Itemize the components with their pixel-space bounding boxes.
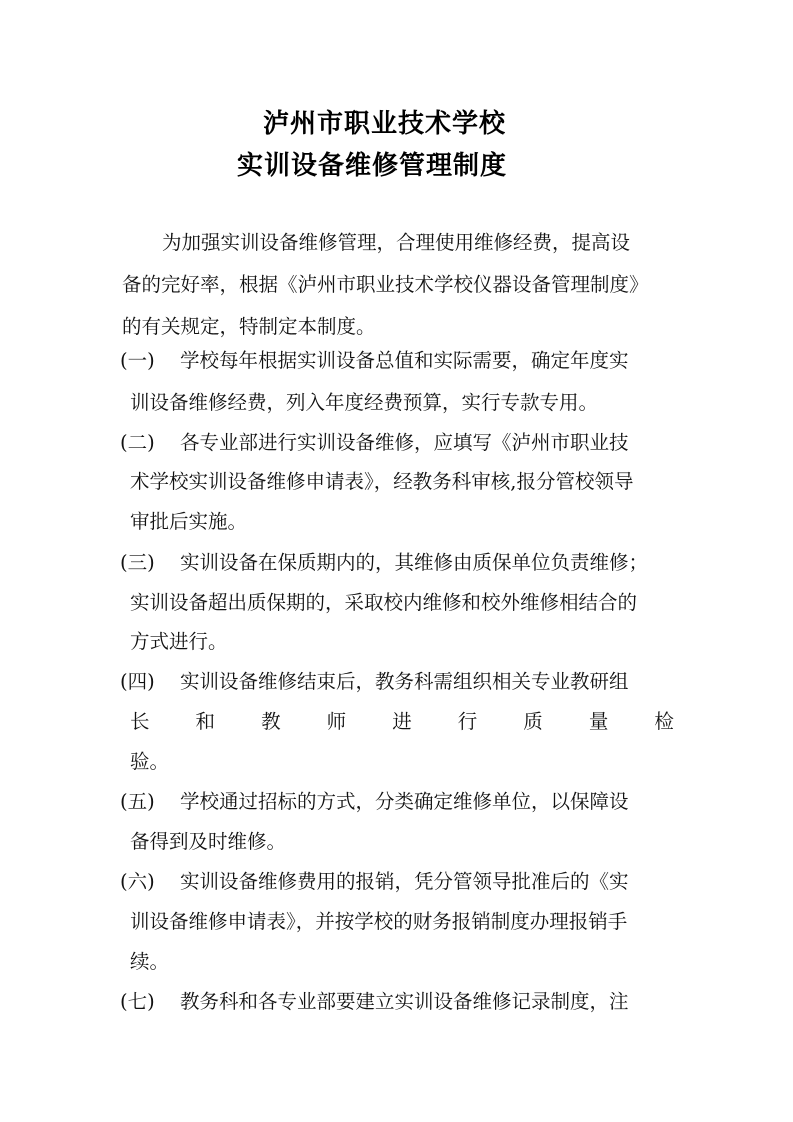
item-5-marker: (五) (120, 790, 155, 813)
item-7-marker: (七) (120, 990, 155, 1013)
item-3-marker: (三) (120, 551, 155, 574)
item-2-marker: (二) (120, 431, 155, 454)
item-3-line-2: 实训设备超出质保期的，采取校内维修和校外维修相结合的 (130, 591, 638, 614)
item-4-tail: 验。 (130, 750, 170, 773)
item-6-line-1: 实训设备维修费用的报销，凭分管领导批准后的《实 (180, 870, 629, 893)
item-4-char: 检 (654, 710, 674, 733)
intro-line-3: 的有关规定，特制定本制度。 (122, 315, 376, 338)
item-4-char: 质 (523, 710, 543, 733)
intro-line-2: 备的完好率，根据《泸州市职业技术学校仪器设备管理制度》 (122, 273, 649, 296)
item-1-line-1: 学校每年根据实训设备总值和实际需要，确定年度实 (180, 349, 629, 372)
item-5-line-1: 学校通过招标的方式，分类确定维修单位，以保障设 (180, 790, 629, 813)
item-4-char: 教 (261, 710, 281, 733)
item-7-line-1: 教务科和各专业部要建立实训设备维修记录制度，注 (180, 990, 629, 1013)
item-1-marker: (一) (120, 349, 155, 372)
item-2-line-3: 审批后实施。 (130, 510, 248, 533)
item-3-line-3: 方式进行。 (130, 630, 228, 653)
item-5-line-2: 备得到及时维修。 (130, 830, 287, 853)
item-4-char: 师 (326, 710, 347, 733)
item-4-char: 和 (195, 710, 216, 733)
item-4-spread-line (130, 708, 674, 736)
item-3-line-1: 实训设备在保质期内的，其维修由质保单位负责维修； (180, 551, 649, 574)
item-6-marker: (六) (120, 870, 155, 893)
item-2-line-2: 术学校实训设备维修申请表》，经教务科审核,报分管校领导 (130, 470, 634, 493)
intro-line-1: 为加强实训设备维修管理，合理使用维修经费，提高设 (162, 231, 631, 254)
item-4-char: 行 (457, 710, 478, 733)
item-4-char: 长 (130, 710, 150, 733)
item-4-marker: (四) (120, 670, 155, 693)
title-regulation: 实训设备维修管理制度 (237, 151, 508, 181)
item-4-line-1: 实训设备维修结束后，教务科需组织相关专业教研组 (180, 670, 629, 693)
item-1-line-2: 训设备维修经费，列入年度经费预算，实行专款专用。 (130, 391, 599, 414)
item-6-line-2: 训设备维修申请表》，并按学校的财务报销制度办理报销手 (130, 910, 628, 933)
item-4-char: 量 (588, 710, 609, 733)
title-school: 泸州市职业技术学校 (263, 109, 507, 139)
item-6-line-3: 续。 (130, 950, 170, 973)
item-4-char: 进 (392, 710, 412, 733)
item-2-line-1: 各专业部进行实训设备维修，应填写《泸州市职业技 (180, 431, 629, 454)
